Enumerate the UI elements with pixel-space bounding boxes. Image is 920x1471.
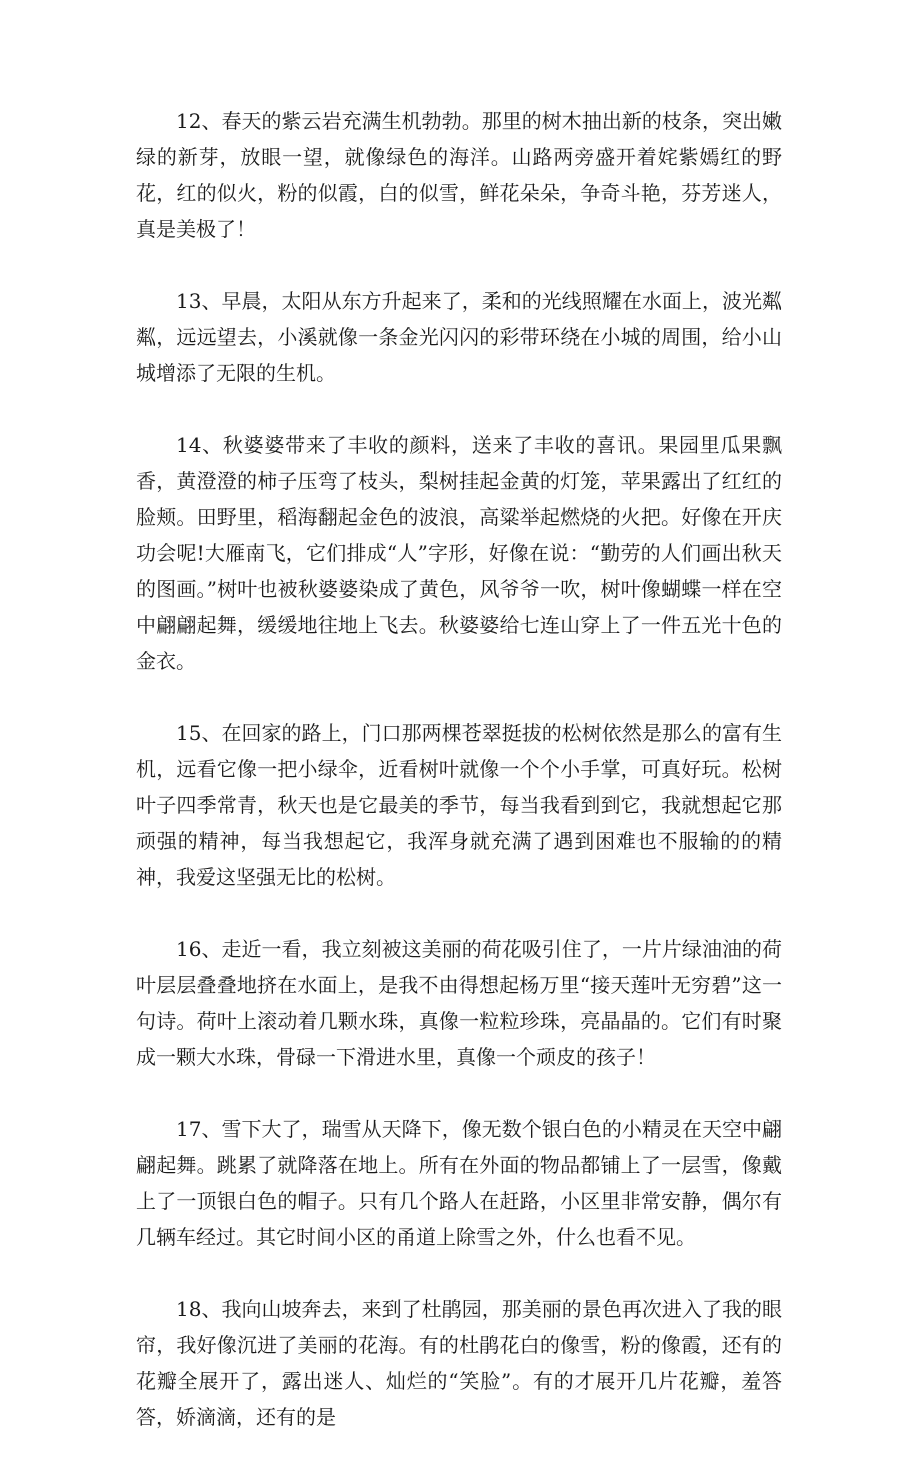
paragraph-12: 12、春天的紫云岩充满生机勃勃。那里的树木抽出新的枝条，突出嫩绿的新芽，放眼一望，就像绿色的海洋。山路两旁盛开着姹紫嫣红的野花，红的似火，粉的似霞，白的似雪，鲜花朵朵，争奇斗艳，芬芳迷人，真是美极了！: [136, 109, 782, 241]
paragraph-16: 16、走近一看，我立刻被这美丽的荷花吸引住了，一片片绿油油的荷叶层层叠叠地挤在水面上，是我不由得想起杨万里“接天莲叶无穷碧”这一句诗。荷叶上滚动着几颗水珠，真像一粒粒珍珠，亮晶晶的。它们有时聚成一颗大水珠，骨碌一下滑进水里，真像一个顽皮的孩子！: [136, 937, 782, 1069]
paragraph-17: 17、雪下大了，瑞雪从天降下，像无数个银白色的小精灵在天空中翩翩起舞。跳累了就降落在地上。所有在外面的物品都铺上了一层雪，像戴上了一顶银白色的帽子。只有几个路人在赶路，小区里非常安静，偶尔有几辆车经过。其它时间小区的甬道上除雪之外，什么也看不见。: [136, 1117, 782, 1249]
paragraph-14: 14、秋婆婆带来了丰收的颜料，送来了丰收的喜讯。果园里瓜果飘香，黄澄澄的柿子压弯了枝头，梨树挂起金黄的灯笼，苹果露出了红红的脸颊。田野里，稻海翻起金色的波浪，高粱举起燃烧的火把。好像在开庆功会呢!大雁南飞，它们排成“人”字形，好像在说：“勤劳的人们画出秋天的图画。”树叶也被秋婆婆染成了黄色，风爷爷一吹，树叶像蝴蝶一样在空中翩翩起舞，缓缓地往地上飞去。秋婆婆给七连山穿上了一件五光十色的金衣。: [136, 433, 782, 673]
paragraph-15: 15、在回家的路上，门口那两棵苍翠挺拔的松树依然是那么的富有生机，远看它像一把小绿伞，近看树叶就像一个个小手掌，可真好玩。松树叶子四季常青，秋天也是它最美的季节，每当我看到到它，我就想起它那顽强的精神，每当我想起它，我浑身就充满了遇到困难也不服输的的精神，我爱这坚强无比的松树。: [136, 721, 782, 889]
paragraph-18: 18、我向山坡奔去，来到了杜鹃园，那美丽的景色再次进入了我的眼帘，我好像沉进了美丽的花海。有的杜鹃花白的像雪，粉的像霞，还有的花瓣全展开了，露出迷人、灿烂的“笑脸”。有的才展开几片花瓣，羞答答，娇滴滴，还有的是: [136, 1297, 782, 1429]
paragraph-13: 13、早晨，太阳从东方升起来了，柔和的光线照耀在水面上，波光粼粼，远远望去，小溪就像一条金光闪闪的彩带环绕在小城的周围，给小山城增添了无限的生机。: [136, 289, 782, 385]
document-body: [136, 103, 782, 1471]
